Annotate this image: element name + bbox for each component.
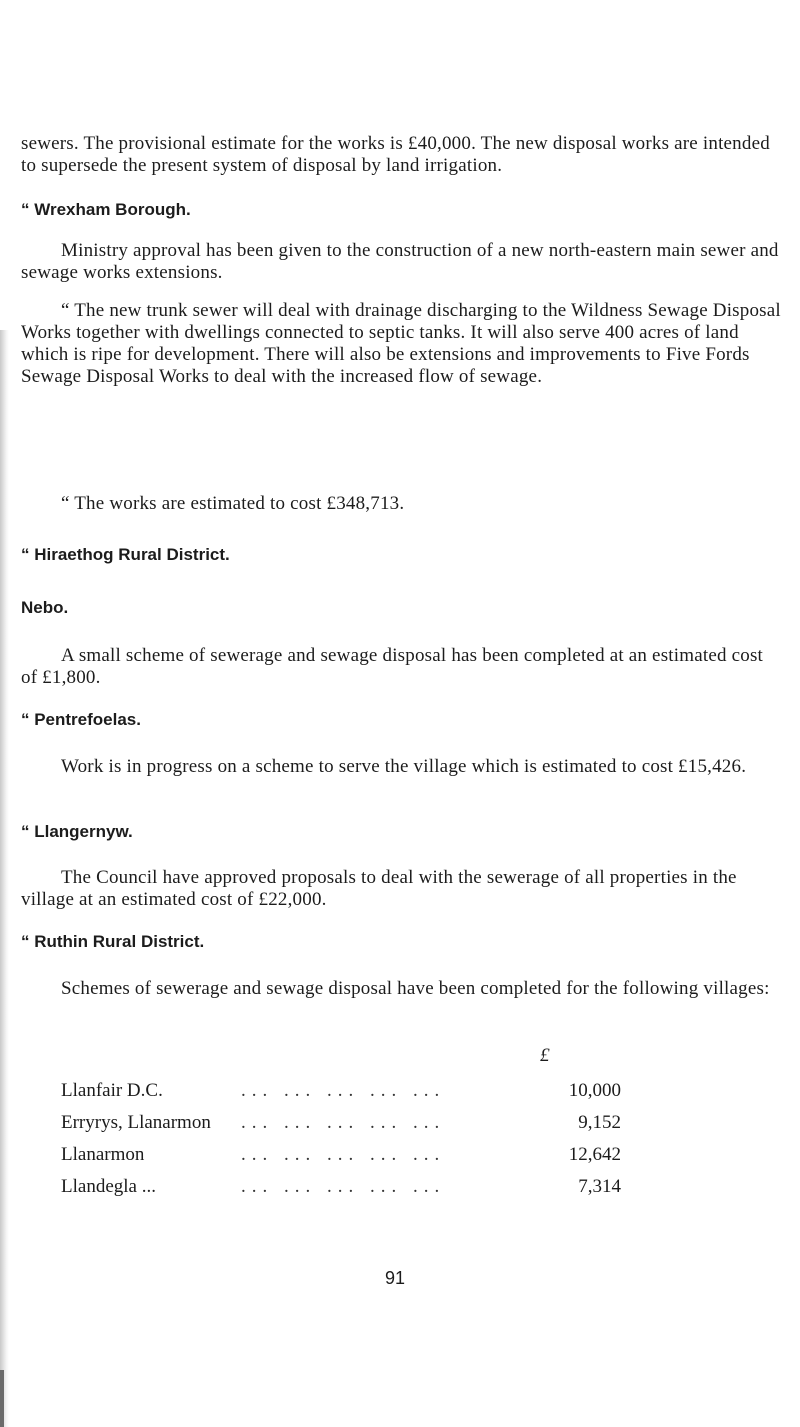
- heading-pentrefoelas: “ Pentrefoelas.: [21, 710, 141, 729]
- village-cost: 7,314: [572, 1176, 621, 1198]
- dot-leader: ... ... ... ... ...: [241, 1112, 446, 1133]
- heading-ruthin-rural-district: “ Ruthin Rural District.: [21, 932, 205, 951]
- paragraph-ruthin-schemes: Schemes of sewerage and sewage disposal have been completed for the following villages:: [61, 978, 770, 999]
- table-row: [61, 1080, 621, 1104]
- village-name: Llanfair D.C.: [61, 1080, 169, 1102]
- heading-nebo: Nebo.: [21, 598, 69, 617]
- heading-wrexham-borough: “ Wrexham Borough.: [21, 200, 191, 219]
- binding-edge-dark: [0, 1370, 4, 1427]
- paragraph-nebo-scheme: A small scheme of sewerage and sewage disposal has been completed at an estimated cost of £1,800.: [21, 645, 764, 688]
- binding-edge-shadow: [0, 330, 9, 1427]
- dot-leader: ... ... ... ... ...: [241, 1176, 446, 1197]
- table-row: [61, 1176, 621, 1200]
- heading-hiraethog-rural-district: “ Hiraethog Rural District.: [21, 545, 230, 564]
- village-cost: 10,000: [563, 1080, 621, 1102]
- paragraph-trunk-sewer: “ The new trunk sewer will deal with drainage discharging to the Wildness Sewage Disposal Works together with dwellings connected to septic tanks. It will also serve 400 acres of land which is ripe for development. There will also be extensions and improvements to Five Fords Sewage Disposal Works to deal with the increased flow of sewage.: [21, 300, 781, 387]
- village-name: Llandegla ...: [61, 1176, 162, 1198]
- village-cost: 9,152: [572, 1112, 621, 1134]
- paragraph-provisional-estimate: sewers. The provisional estimate for the works is £40,000. The new disposal works are intended to supersede the present system of disposal by land irrigation.: [21, 133, 770, 176]
- paragraph-llangernyw-proposals: The Council have approved proposals to deal with the sewerage of all properties in the village at an estimated cost of £22,000.: [21, 867, 737, 910]
- page-number: 91: [385, 1268, 406, 1288]
- paragraph-works-cost: “ The works are estimated to cost £348,713.: [61, 493, 405, 514]
- dot-leader: ... ... ... ... ...: [241, 1080, 446, 1101]
- village-cost: 12,642: [563, 1144, 621, 1166]
- paragraph-ministry-approval: Ministry approval has been given to the construction of a new north-eastern main sewer and sewage works extensions.: [21, 240, 779, 283]
- dot-leader: ... ... ... ... ...: [241, 1144, 446, 1165]
- paragraph-pentrefoelas-work: Work is in progress on a scheme to serve the village which is estimated to cost £15,426.: [61, 756, 747, 777]
- village-name: Erryrys, Llanarmon: [61, 1112, 217, 1134]
- heading-llangernyw: “ Llangernyw.: [21, 822, 133, 841]
- table-row: [61, 1112, 621, 1136]
- table-currency-header: £: [540, 1045, 550, 1066]
- table-row: [61, 1144, 621, 1168]
- village-name: Llanarmon: [61, 1144, 150, 1166]
